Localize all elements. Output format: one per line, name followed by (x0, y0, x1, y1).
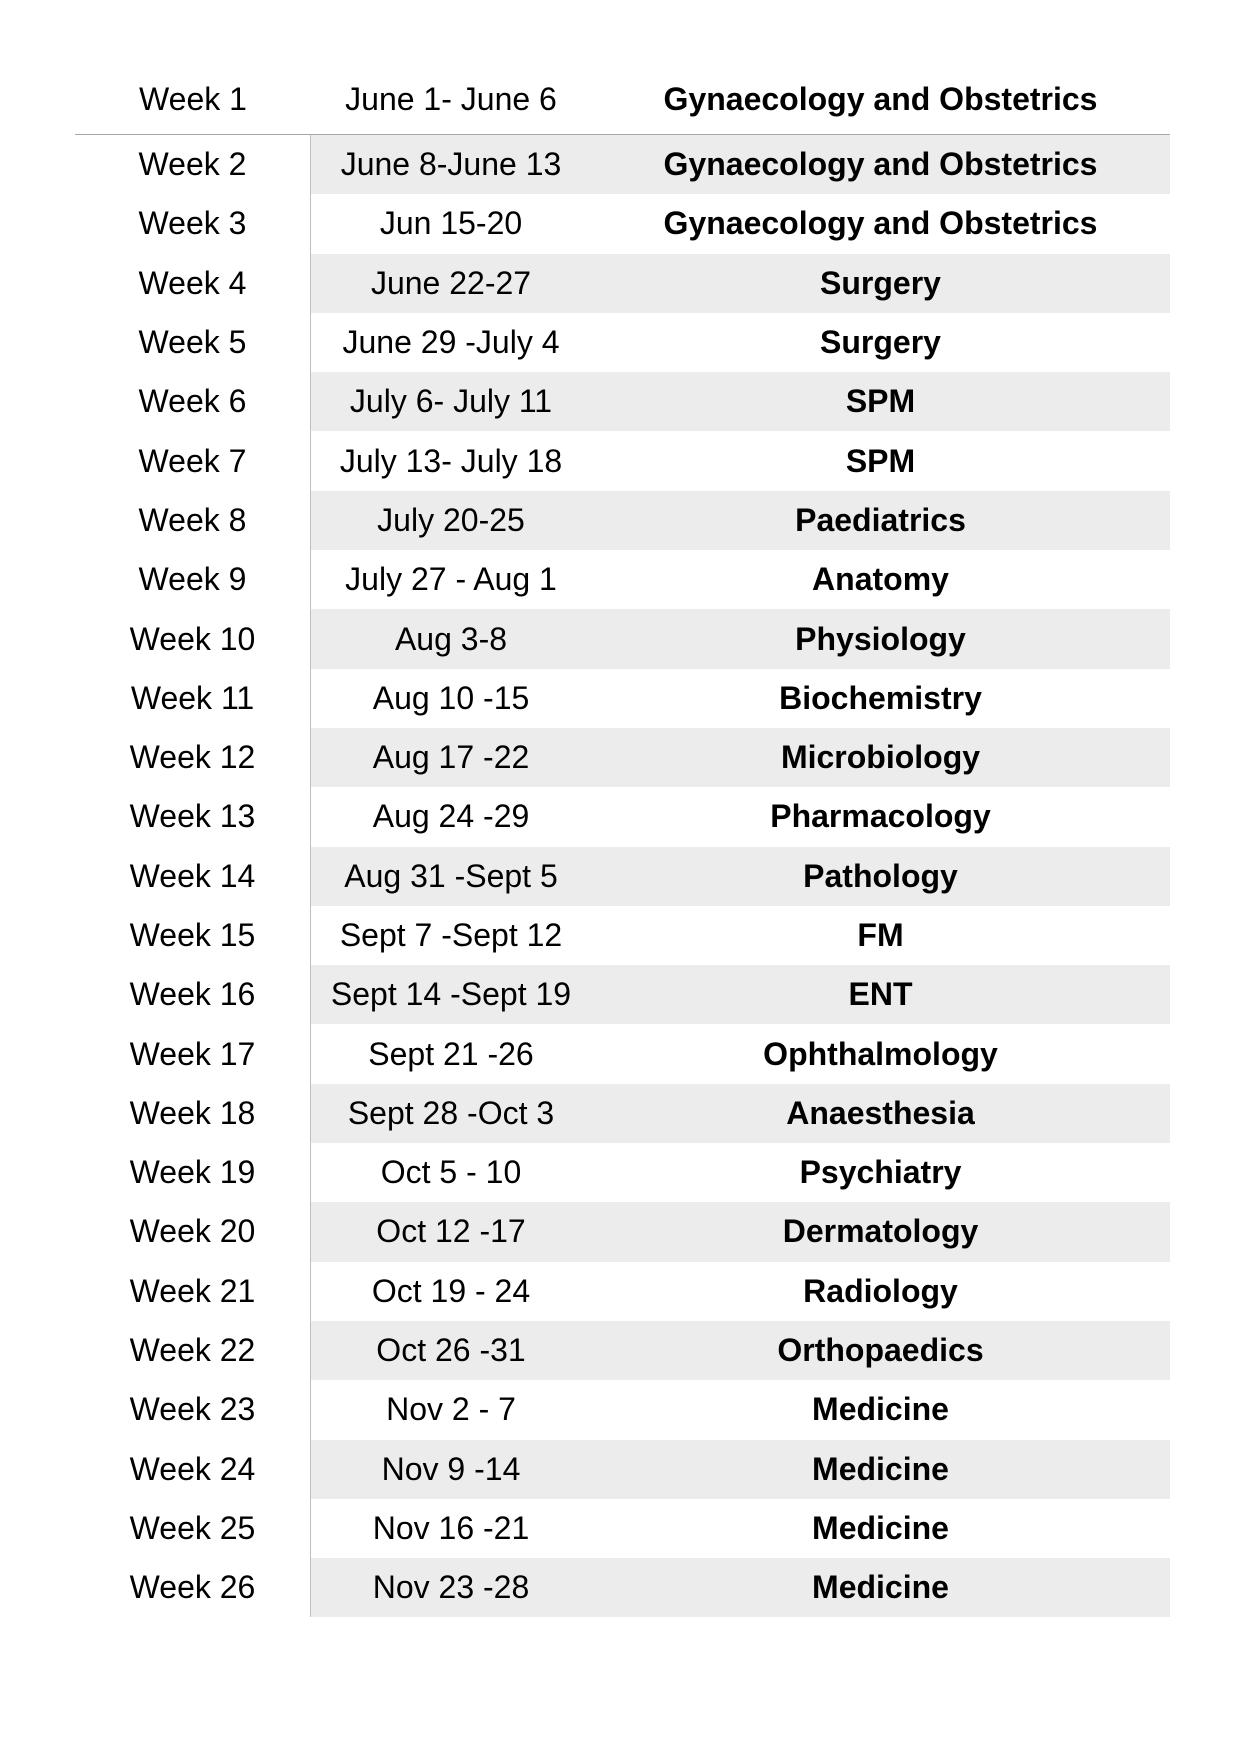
table-row (75, 669, 1170, 728)
table-row (75, 1558, 1170, 1617)
subject-cell: Physiology (795, 620, 966, 657)
subject-cell: Radiology (803, 1272, 958, 1309)
dates-cell: Oct 12 -17 (376, 1213, 526, 1250)
row-band (311, 1262, 1170, 1321)
week-cell: Week 6 (75, 372, 311, 431)
subject-cell: Surgery (820, 324, 941, 361)
dates-cell: Jun 15-20 (379, 205, 523, 242)
row-band (311, 431, 1170, 490)
dates-cell: June 8-June 13 (340, 146, 562, 183)
subject-cell: Ophthalmology (763, 1035, 998, 1072)
week-cell: Week 5 (75, 313, 311, 372)
subject-cell: SPM (845, 442, 916, 479)
row-band (311, 787, 1170, 846)
dates-cell: Nov 23 -28 (372, 1569, 530, 1606)
dates-cell: Aug 10 -15 (372, 679, 530, 716)
subject-cell: Surgery (820, 264, 941, 301)
week-cell: Week 22 (75, 1321, 311, 1380)
row-band (311, 194, 1170, 253)
dates-cell: Sept 21 -26 (368, 1035, 534, 1072)
table-row (75, 1262, 1170, 1321)
subject-cell: Dermatology (782, 1213, 979, 1250)
row-band (311, 1024, 1170, 1083)
table-row (75, 1499, 1170, 1558)
row-band (311, 550, 1170, 609)
subject-cell: Anaesthesia (786, 1094, 975, 1131)
subject-cell: FM (857, 917, 904, 953)
schedule-table (75, 65, 1170, 1617)
subject-cell: Biochemistry (779, 679, 982, 716)
subject-cell: Gynaecology and Obstetrics (663, 146, 1098, 183)
week-cell: Week 14 (75, 847, 311, 906)
table-row (75, 1084, 1170, 1143)
week-cell: Week 23 (75, 1380, 311, 1439)
subject-cell: Medicine (812, 1569, 949, 1606)
table-row (75, 847, 1170, 906)
row-band (311, 135, 1170, 194)
row-band (311, 1440, 1170, 1499)
week-cell: Week 25 (75, 1499, 311, 1558)
week-cell: Week 26 (75, 1558, 311, 1617)
subject-cell: Orthopaedics (777, 1332, 984, 1369)
dates-cell: July 13- July 18 (339, 442, 563, 479)
row-band (311, 669, 1170, 728)
dates-cell: Sept 14 -Sept 19 (330, 976, 572, 1013)
week-cell: Week 2 (75, 135, 311, 194)
table-row (75, 1143, 1170, 1202)
dates-cell: Oct 19 - 24 (371, 1272, 531, 1309)
subject-cell: Microbiology (780, 739, 981, 776)
row-band (311, 1084, 1170, 1143)
table-row (75, 1321, 1170, 1380)
row-band (311, 254, 1170, 313)
table-row (75, 372, 1170, 431)
week-cell: Week 4 (75, 254, 311, 313)
week-cell: Week 8 (75, 491, 311, 550)
week-cell: Week 17 (75, 1024, 311, 1083)
table-row (75, 787, 1170, 846)
table-row (75, 1024, 1170, 1083)
row-band (311, 906, 1170, 965)
row-band (311, 1380, 1170, 1439)
subject-cell: Paediatrics (795, 501, 966, 538)
dates-cell: Nov 16 -21 (372, 1509, 530, 1546)
week-cell: Week 1 (139, 81, 247, 117)
week-cell: Week 15 (75, 906, 311, 965)
week-cell: Week 20 (75, 1202, 311, 1261)
dates-cell: June 22-27 (370, 264, 532, 301)
row-band (311, 1499, 1170, 1558)
table-row (75, 491, 1170, 550)
row-band (311, 491, 1170, 550)
week-cell: Week 3 (75, 194, 311, 253)
dates-cell: Oct 26 -31 (376, 1332, 526, 1369)
subject-cell: Medicine (812, 1450, 949, 1487)
row-band (311, 372, 1170, 431)
subject-cell: Pharmacology (770, 798, 991, 835)
row-band (311, 1202, 1170, 1261)
row-band (311, 1143, 1170, 1202)
table-row (75, 431, 1170, 490)
table-row (75, 728, 1170, 787)
week-cell: Week 21 (75, 1262, 311, 1321)
dates-cell: July 20-25 (377, 501, 525, 538)
dates-cell: Nov 9 -14 (381, 1450, 521, 1487)
dates-cell: Aug 31 -Sept 5 (344, 857, 558, 894)
row-band (311, 1321, 1170, 1380)
dates-cell: July 27 - Aug 1 (345, 561, 557, 598)
dates-cell: Aug 24 -29 (372, 798, 530, 835)
subject-cell: Medicine (812, 1509, 949, 1546)
subject-cell: Psychiatry (799, 1154, 962, 1191)
row-band (311, 728, 1170, 787)
table-row (75, 965, 1170, 1024)
subject-cell: Pathology (803, 857, 958, 894)
week-cell: Week 16 (75, 965, 311, 1024)
week-cell: Week 11 (75, 669, 311, 728)
week-cell: Week 12 (75, 728, 311, 787)
dates-cell: June 29 -July 4 (342, 324, 560, 361)
dates-cell: Aug 17 -22 (372, 739, 530, 776)
week-cell: Week 19 (75, 1143, 311, 1202)
week-cell: Week 10 (75, 609, 311, 668)
row-band (311, 313, 1170, 372)
table-row (75, 550, 1170, 609)
subject-cell: SPM (845, 383, 916, 420)
dates-cell: June 1- June 6 (345, 81, 557, 117)
table-row (75, 254, 1170, 313)
subject-cell: Gynaecology and Obstetrics (663, 205, 1098, 242)
subject-cell: Gynaecology and Obstetrics (663, 81, 1098, 117)
dates-cell: Aug 3-8 (394, 620, 508, 657)
table-row (75, 609, 1170, 668)
table-row (75, 65, 1170, 135)
row-band (311, 1558, 1170, 1617)
week-cell: Week 7 (75, 431, 311, 490)
week-cell: Week 9 (75, 550, 311, 609)
week-cell: Week 18 (75, 1084, 311, 1143)
table-row (75, 135, 1170, 194)
week-cell: Week 24 (75, 1440, 311, 1499)
table-row (75, 313, 1170, 372)
table-row (75, 194, 1170, 253)
table-row (75, 1440, 1170, 1499)
dates-cell: Sept 7 -Sept 12 (339, 917, 563, 953)
dates-cell: Nov 2 - 7 (386, 1391, 516, 1428)
week-cell: Week 13 (75, 787, 311, 846)
subject-cell: Medicine (812, 1391, 949, 1428)
row-band (311, 65, 1170, 134)
dates-cell: Oct 5 - 10 (380, 1154, 522, 1191)
row-band (311, 965, 1170, 1024)
subject-cell: Anatomy (812, 561, 949, 598)
table-row (75, 1202, 1170, 1261)
row-band (311, 847, 1170, 906)
table-row (75, 1380, 1170, 1439)
subject-cell: ENT (848, 976, 913, 1013)
dates-cell: Sept 28 -Oct 3 (347, 1094, 555, 1131)
row-band (311, 609, 1170, 668)
dates-cell: July 6- July 11 (349, 383, 553, 420)
table-row (75, 906, 1170, 965)
